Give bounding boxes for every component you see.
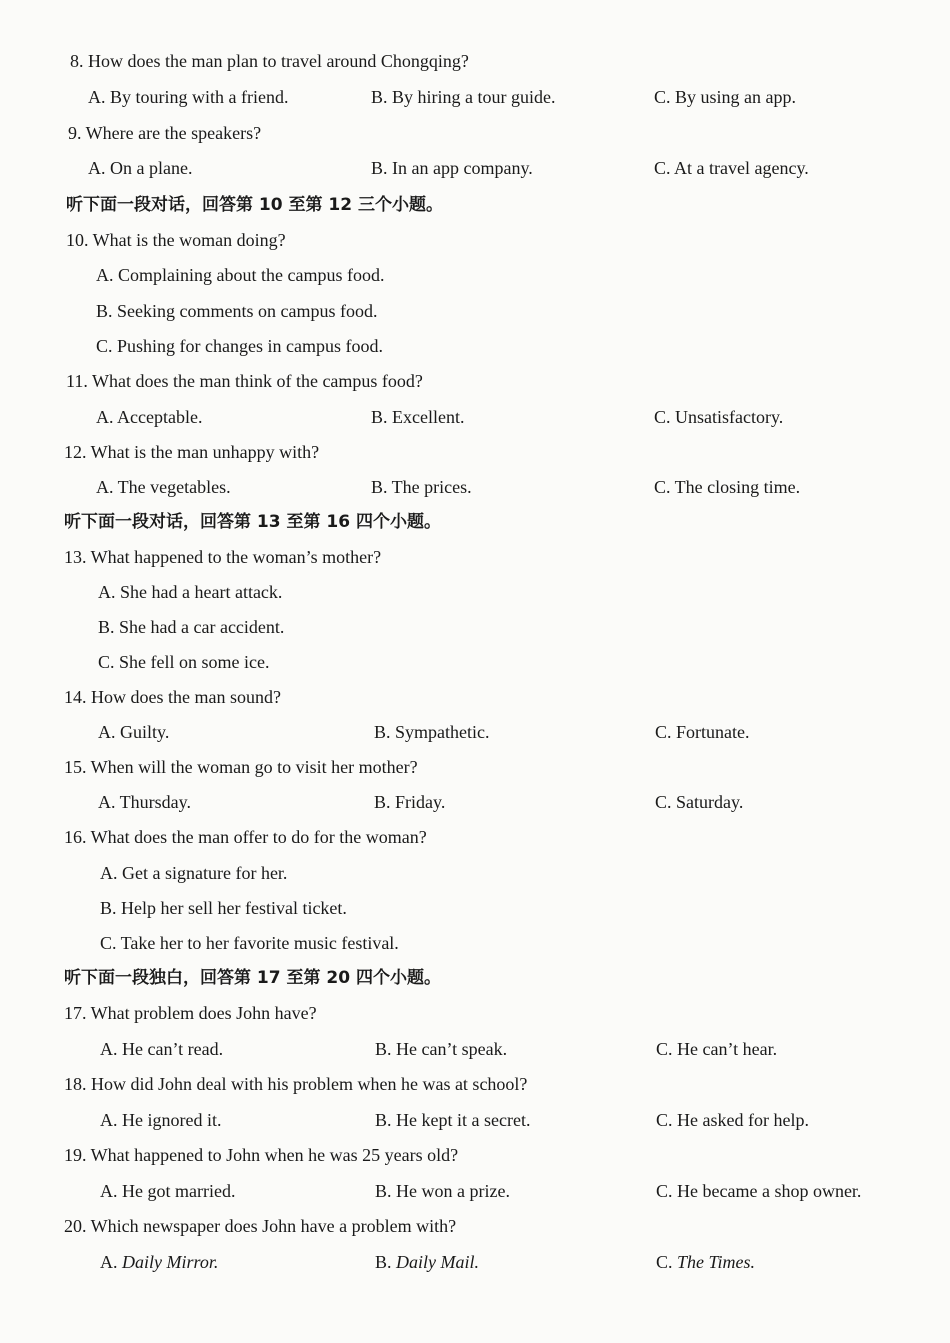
options-20 (0, 1247, 950, 1277)
question-text: 13. What happened to the woman’s mother? (64, 547, 382, 567)
option-b: B. Friday. (374, 792, 446, 812)
section-heading-13-16 (0, 507, 950, 537)
question-text: 16. What does the man offer to do for the woman? (64, 827, 427, 847)
option-a: A. On a plane. (88, 158, 193, 178)
question-text: 12. What is the man unhappy with? (64, 442, 320, 462)
option-a: A. Thursday. (98, 792, 191, 812)
option-13-b (0, 612, 950, 642)
question-11 (0, 366, 950, 396)
newspaper-title: The Times. (677, 1252, 756, 1272)
option-c (656, 1247, 755, 1277)
section-instruction: 听下面一段独白，回答第 17 至第 20 四个小题。 (64, 968, 441, 988)
question-text: 19. What happened to John when he was 25 years old? (64, 1145, 459, 1165)
option-b (375, 1247, 479, 1277)
section-heading-17-20 (0, 963, 950, 993)
question-text: 17. What problem does John have? (64, 1003, 317, 1023)
option-a (100, 1247, 218, 1277)
question-13 (0, 542, 950, 572)
question-19 (0, 1140, 950, 1170)
option-c: C. Saturday. (655, 792, 744, 812)
option-c: C. He became a shop owner. (656, 1181, 862, 1201)
option-b: B. He kept it a secret. (375, 1110, 531, 1130)
option-b: B. He won a prize. (375, 1181, 510, 1201)
option-a: A. He can’t read. (100, 1039, 224, 1059)
section-heading-10-12 (0, 190, 950, 220)
option-13-a (0, 577, 950, 607)
option-16-c (0, 928, 950, 958)
question-18 (0, 1069, 950, 1099)
question-text: 18. How did John deal with his problem when he was at school? (64, 1074, 528, 1094)
option-label: B. (375, 1252, 397, 1272)
option-10-c (0, 331, 950, 361)
option-c: C. He asked for help. (656, 1110, 809, 1130)
option-label: A. (100, 1252, 122, 1272)
option-10-b (0, 296, 950, 326)
option-b: B. In an app company. (371, 158, 533, 178)
option-c: C. The closing time. (654, 477, 801, 497)
question-text: 15. When will the woman go to visit her mother? (64, 757, 418, 777)
option-c: C. Unsatisfactory. (654, 407, 784, 427)
option-b: B. Seeking comments on campus food. (96, 301, 378, 321)
option-a: A. She had a heart attack. (98, 582, 283, 602)
question-text: 11. What does the man think of the campus food? (66, 371, 423, 391)
options-15 (0, 787, 950, 817)
question-17 (0, 998, 950, 1028)
section-instruction: 听下面一段对话，回答第 10 至第 12 三个小题。 (66, 195, 443, 215)
option-a: A. By touring with a friend. (88, 87, 289, 107)
option-b: B. She had a car accident. (98, 617, 285, 637)
option-10-a (0, 260, 950, 290)
question-text: 20. Which newspaper does John have a problem with? (64, 1216, 457, 1236)
question-14 (0, 682, 950, 712)
option-b: B. Excellent. (371, 407, 465, 427)
question-9 (0, 118, 950, 148)
options-8 (0, 82, 950, 112)
option-a: A. Get a signature for her. (100, 863, 288, 883)
option-c: C. By using an app. (654, 87, 796, 107)
question-text: 10. What is the woman doing? (66, 230, 286, 250)
options-9 (0, 153, 950, 183)
option-13-c (0, 647, 950, 677)
options-11 (0, 402, 950, 432)
option-a: A. He ignored it. (100, 1110, 222, 1130)
question-20 (0, 1211, 950, 1241)
question-text: 9. Where are the speakers? (68, 123, 262, 143)
option-a: A. Acceptable. (96, 407, 203, 427)
option-16-a (0, 858, 950, 888)
option-b: B. The prices. (371, 477, 472, 497)
options-19 (0, 1176, 950, 1206)
option-16-b (0, 893, 950, 923)
question-10 (0, 225, 950, 255)
newspaper-title: Daily Mirror. (122, 1252, 219, 1272)
section-instruction: 听下面一段对话，回答第 13 至第 16 四个小题。 (64, 512, 441, 532)
option-b: B. Sympathetic. (374, 722, 490, 742)
newspaper-title: Daily Mail. (396, 1252, 480, 1272)
option-a: A. The vegetables. (96, 477, 231, 497)
option-label: C. (656, 1252, 678, 1272)
option-b: B. By hiring a tour guide. (371, 87, 556, 107)
question-text: 14. How does the man sound? (64, 687, 281, 707)
option-a: A. Guilty. (98, 722, 170, 742)
option-c: C. Take her to her favorite music festival. (100, 933, 399, 953)
option-b: B. He can’t speak. (375, 1039, 508, 1059)
question-8 (0, 46, 950, 76)
option-c: C. He can’t hear. (656, 1039, 778, 1059)
options-14 (0, 717, 950, 747)
question-16 (0, 822, 950, 852)
option-b: B. Help her sell her festival ticket. (100, 898, 347, 918)
options-12 (0, 472, 950, 502)
question-15 (0, 752, 950, 782)
option-a: A. Complaining about the campus food. (96, 265, 385, 285)
option-c: C. Pushing for changes in campus food. (96, 336, 383, 356)
options-17 (0, 1034, 950, 1064)
option-c: C. At a travel agency. (654, 158, 809, 178)
option-c: C. Fortunate. (655, 722, 750, 742)
question-12 (0, 437, 950, 467)
question-text: 8. How does the man plan to travel around Chongqing? (70, 51, 469, 71)
option-c: C. She fell on some ice. (98, 652, 270, 672)
option-a: A. He got married. (100, 1181, 236, 1201)
options-18 (0, 1105, 950, 1135)
